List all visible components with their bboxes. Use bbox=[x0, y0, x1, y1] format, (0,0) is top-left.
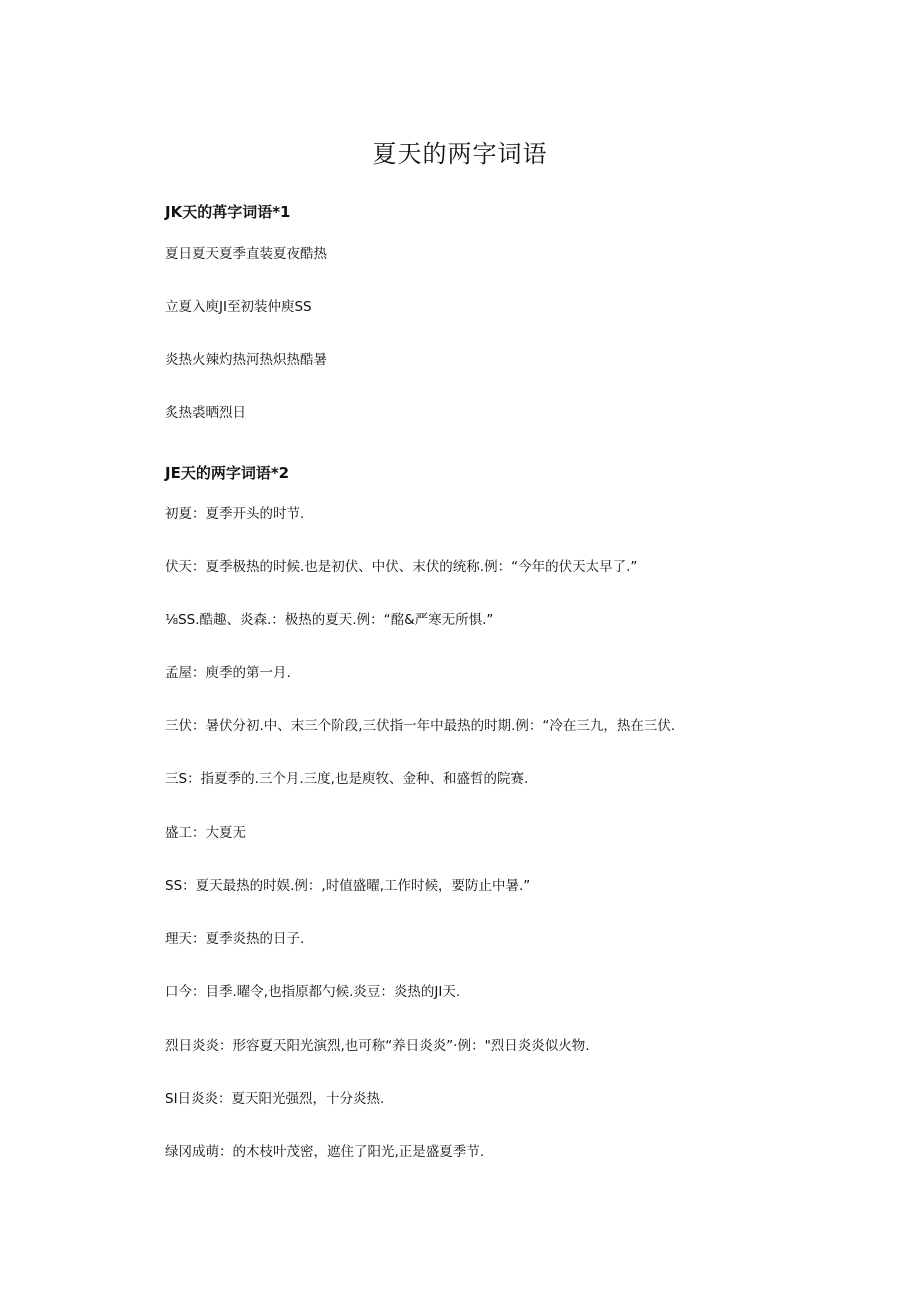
definition-line: 三S：指夏季的.三个月.三度,也是庾牧、金种、和盛哲的院赛. bbox=[165, 771, 529, 787]
document-title: 夏天的两字词语 bbox=[372, 140, 548, 168]
section-2-heading: JE天的两字词语*2 bbox=[165, 464, 290, 482]
definition-line: 口今：目季.曜令,也指原都勺候.炎豆：炎热的JI天. bbox=[165, 984, 461, 1000]
definition-line: 绿冈成萌：的木枝叶茂密，遮住了阳光,正是盛夏季节. bbox=[165, 1144, 485, 1160]
section-1-heading: JK天的苒字词语*1 bbox=[165, 203, 291, 221]
section-1-line: 炎热火辣灼热河热炽热酷暑 bbox=[165, 352, 327, 368]
definition-line: SI日炎炎：夏天阳光强烈，十分炎热. bbox=[165, 1091, 385, 1107]
definition-line: 伏天：夏季极热的时候.也是初伏、中伏、末伏的统称.例：“今年的伏天太早了.” bbox=[165, 559, 638, 575]
section-1-line: 炙热裘晒烈日 bbox=[165, 405, 246, 421]
definition-line: 三伏：暑伏分初.中、末三个阶段,三伏指一年中最热的时期.例：“冷在三九，热在三伏. bbox=[165, 718, 676, 734]
definition-line: ⅛SS.酷趣、炎森.：极热的夏天.例：“酩&严寒无所惧.” bbox=[165, 612, 494, 628]
definition-line: 盛工：大夏无 bbox=[165, 825, 246, 841]
definition-line: 孟屋：庾季的第一月. bbox=[165, 665, 291, 681]
definition-line: 初夏：夏季开头的时节. bbox=[165, 506, 305, 522]
definition-line: 理天：夏季炎热的日子. bbox=[165, 931, 305, 947]
definition-line: SS：夏天最热的时娱.例：,时值盛曜,工作时候，要防止中暑.” bbox=[165, 878, 531, 894]
definition-line: 烈日炎炎：形容夏天阳光演烈,也可称“养日炎炎”·例："烈日炎炎似火物. bbox=[165, 1038, 590, 1054]
section-1-line: 夏日夏天夏季直装夏夜酷热 bbox=[165, 246, 327, 262]
section-1-line: 立夏入庾JI至初装仲庾SS bbox=[165, 299, 312, 315]
